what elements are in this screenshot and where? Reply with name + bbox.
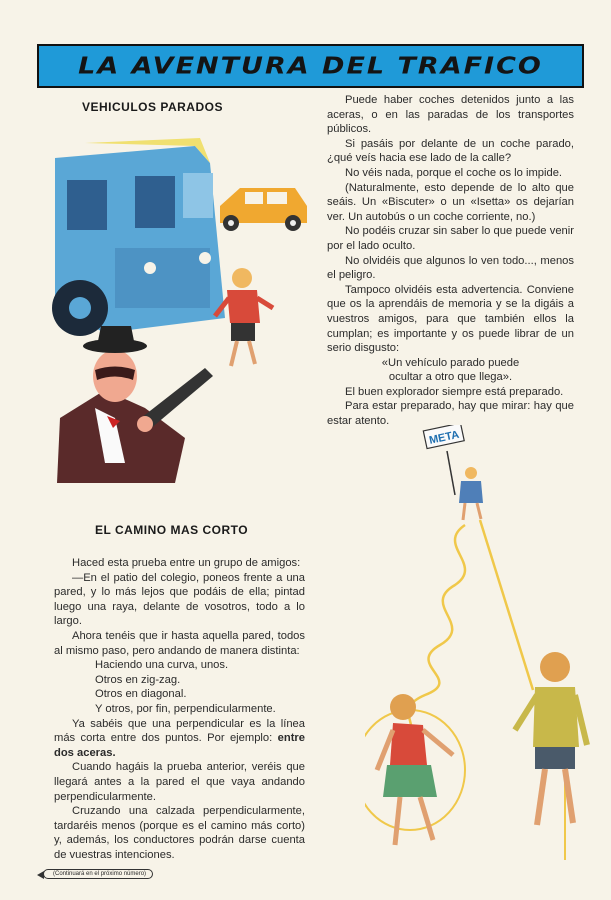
section-title-camino: EL CAMINO MAS CORTO [95,523,249,537]
paragraph: Si pasáis por delante de un coche parado, ¿qué veís hacia ese lado de la calle? [327,137,574,165]
list-line: Y otros, por fin, perpendicularmente. [95,702,276,715]
car-image [220,188,307,231]
quote-line: «Un vehículo parado puede [381,356,520,369]
continued-note: (Continuará en el próximo número) [43,869,153,879]
girl-image [365,694,465,845]
paragraph: —En el patio del colegio, poneos frente a una pared, y lo más lejos que podáis de ella; pintad luego una raya, delante de vosotros, todo a lo largo. [54,571,305,628]
quote-line: ocultar a otro que llega». [388,371,513,384]
right-column-text [327,93,574,429]
paragraph: El buen explorador siempre está preparado. [345,385,564,398]
race-illustration [365,425,595,870]
paragraph: Tampoco olvidéis esta advertencia. Conviene que os la aprendáis de memoria y se la digáis a vuestros amigos, para que también ellos la cumplan; es importante y os puede librar de un serio disgusto: [327,283,574,355]
man-image [57,326,213,483]
meta-sign [423,425,464,495]
meta-sign-label: META [428,428,461,447]
paragraph: (Naturalmente, esto depende de lo alto que seáis. Un «Biscuter» o un «Isetta» os dejarían ver. Un autobús o un coche corriente, no.) [327,181,574,223]
paragraph: Cruzando una calzada perpendicularmente, tardaréis menos (porque es el camino más corto) y, además, los conductores podrán darse cuenta de vuestras intenciones. [54,805,305,861]
list-line: Otros en diagonal. [95,688,187,701]
list-line: Otros en zig-zag. [95,673,181,686]
paragraph [54,717,305,761]
section-title-vehiculos: VEHICULOS PARADOS [82,100,223,114]
traffic-illustration [45,118,315,483]
paragraph: No véis nada, porque el coche os lo impide. [345,166,563,179]
list-line: Haciendo una curva, unos. [95,659,229,672]
paragraph: No olvidéis que algunos lo ven todo..., menos el peligro. [327,254,574,282]
page-title: LA AVENTURA DEL TRAFICO [78,52,543,80]
paragraph: Haced esta prueba entre un grupo de amigos: [72,557,301,569]
bold-text: entre dos aceras. [54,732,305,759]
paragraph-text: Ya sabéis que una perpendicular es la línea más corta entre dos puntos. Por ejemplo: [54,717,305,745]
paragraph: Ahora tenéis que ir hasta aquella pared, todos al mismo paso, pero andando de manera distinta: [54,629,305,657]
paragraph: Cuando hagáis la prueba anterior, veréis que llegará antes a la pared el que vaya andando perpendicularmente. [54,761,305,803]
running-boy-image [515,652,587,825]
goal-figure [459,467,483,520]
truck-image [52,138,225,336]
title-banner [37,44,584,88]
paragraph: No podéis cruzar sin saber lo que puede venir por el lado oculto. [327,225,574,252]
diagonal-path [480,520,533,690]
paragraph: Puede haber coches detenidos junto a las aceras, o en las paradas de los transportes públicos. [327,94,574,136]
paragraph: Para estar preparado, hay que mirar: hay que estar atento. [327,400,574,428]
left-column-text [54,556,305,862]
